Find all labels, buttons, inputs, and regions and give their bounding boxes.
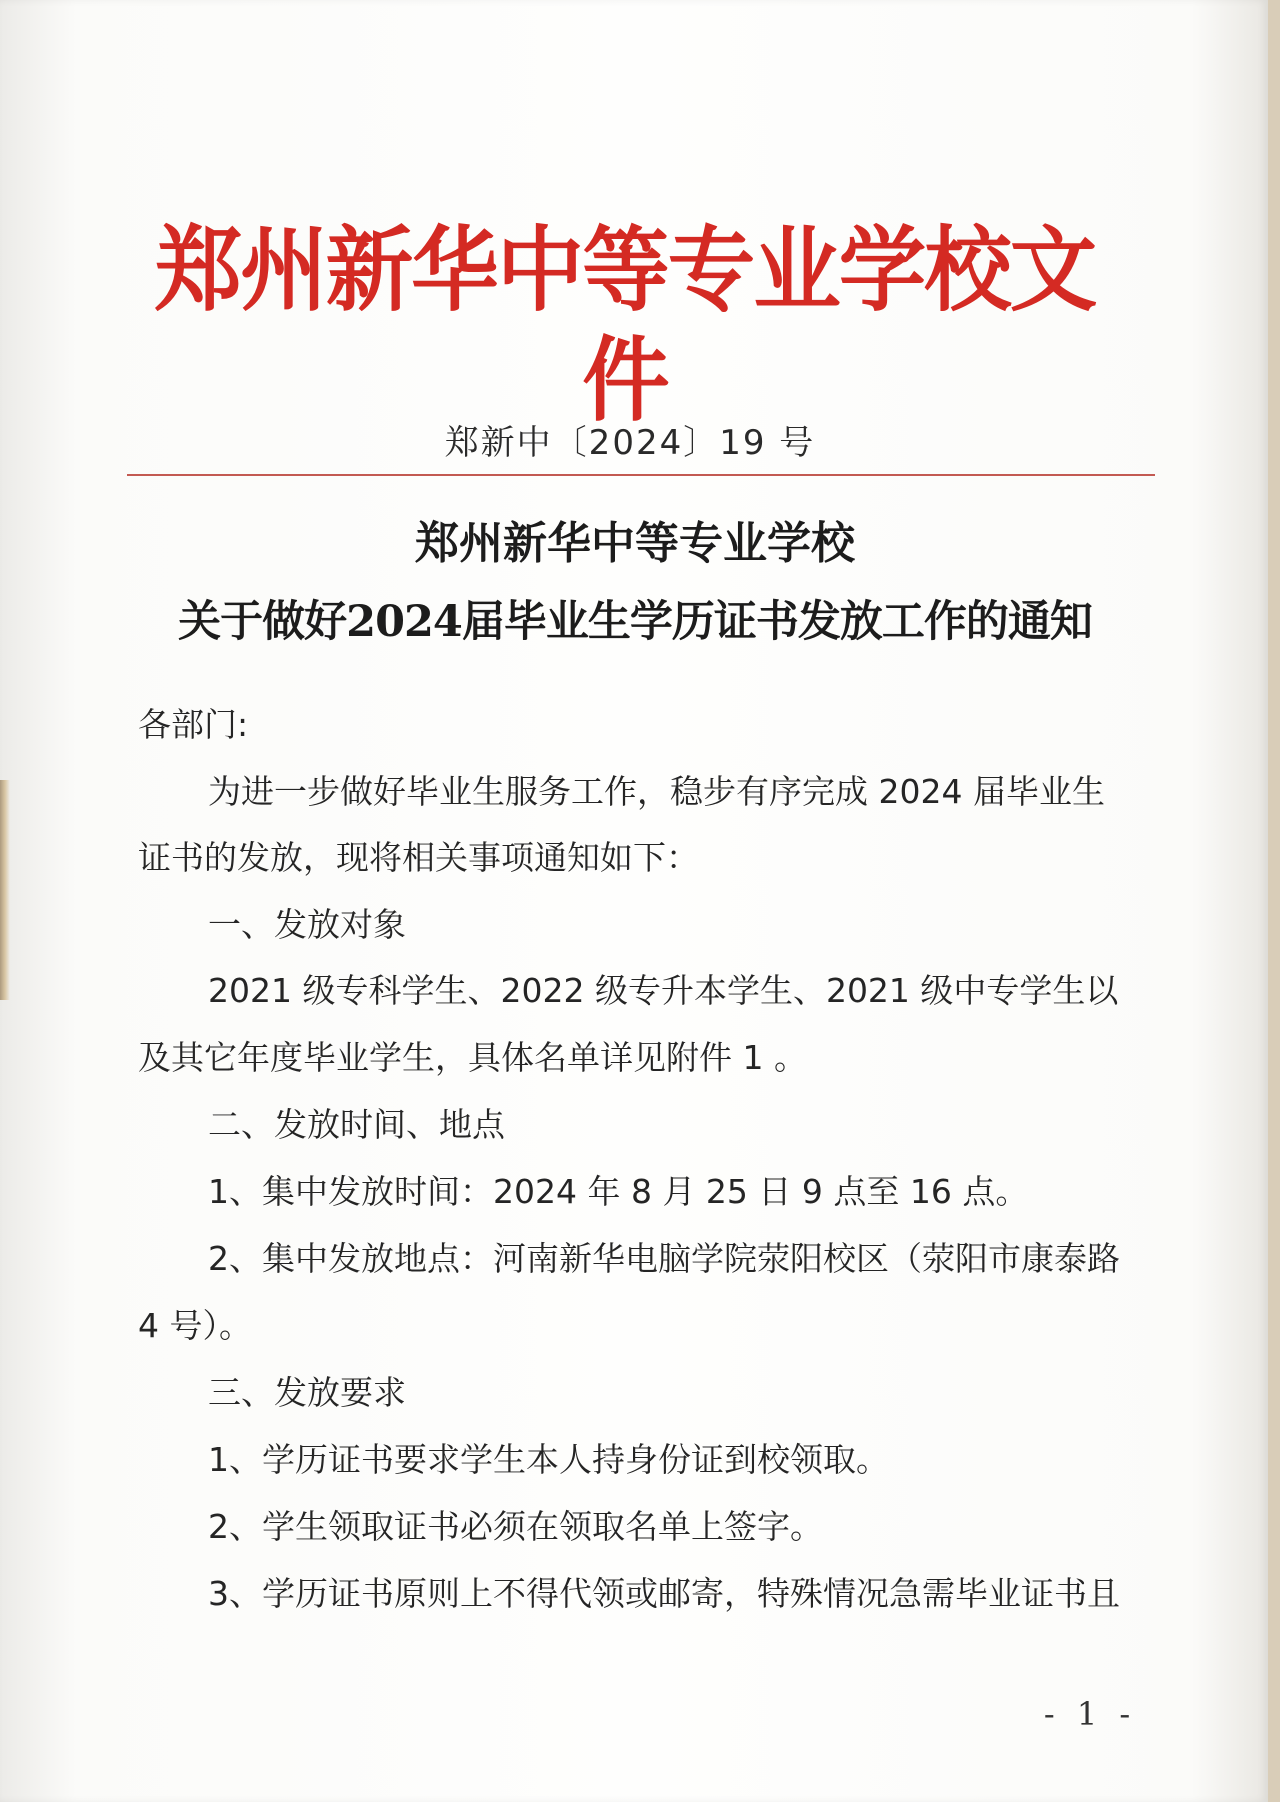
section3-item3: 3、学历证书原则上不得代领或邮寄，特殊情况急需毕业证书且 [208,1574,1120,1613]
notice-title-line1: 郑州新华中等专业学校 [415,518,855,569]
intro-paragraph-line1: 为进一步做好毕业生服务工作，稳步有序完成 2024 届毕业生 [208,772,1105,811]
document-red-header: 郑州新华中等专业学校文件 [154,216,1096,434]
section3-item2: 2、学生领取证书必须在领取名单上签字。 [208,1507,823,1546]
section2-item1: 1、集中发放时间：2024 年 8 月 25 日 9 点至 16 点。 [208,1172,1029,1211]
section2-heading: 二、发放时间、地点 [208,1105,505,1144]
section1-text-line1: 2021 级专科学生、2022 级专升本学生、2021 级中专学生以 [208,971,1119,1010]
notice-title-line2: 关于做好2024届毕业生学历证书发放工作的通知 [178,597,1092,647]
section3-item1: 1、学历证书要求学生本人持身份证到校领取。 [208,1440,889,1479]
red-divider-line [127,474,1155,476]
section1-text-line2: 及其它年度毕业学生，具体名单详见附件 1 。 [138,1038,807,1077]
section2-item2-line2: 4 号）。 [138,1306,252,1345]
intro-paragraph-line2: 证书的发放，现将相关事项通知如下： [138,838,699,877]
section1-heading: 一、发放对象 [208,905,406,944]
section3-heading: 三、发放要求 [208,1373,406,1412]
page-edge-shadow [0,780,10,1000]
salutation: 各部门: [138,705,249,744]
section2-item2-line1: 2、集中发放地点：河南新华电脑学院荥阳校区（荥阳市康泰路 [208,1239,1120,1278]
document-number: 郑新中〔2024〕19 号 [444,423,816,463]
page-number: - 1 - [1043,1695,1137,1733]
